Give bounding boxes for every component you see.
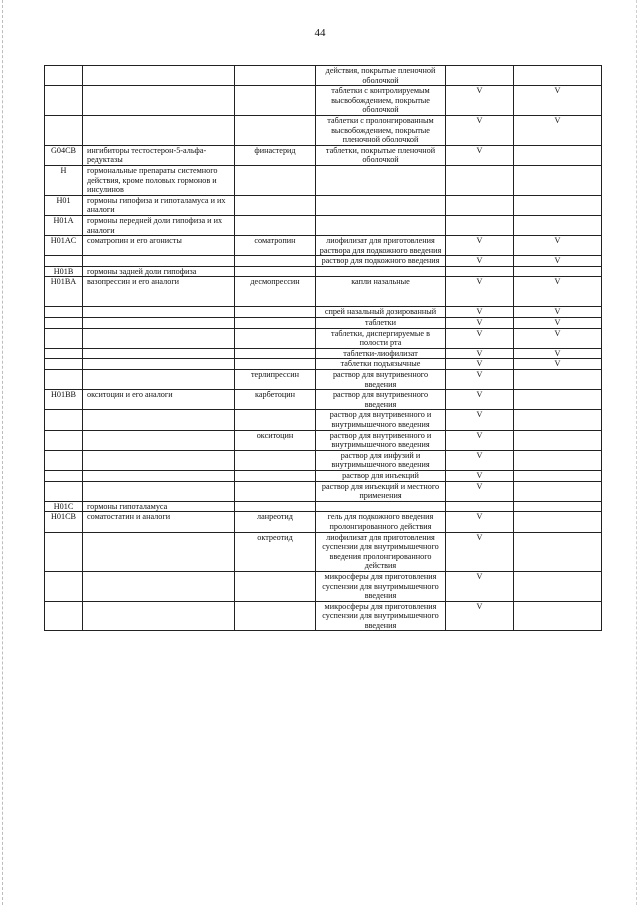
mark-cell-b bbox=[514, 512, 602, 532]
anatomical-group-cell bbox=[83, 481, 235, 501]
drug-name-cell: карбетоцин bbox=[235, 390, 316, 410]
mark-cell-b bbox=[514, 532, 602, 571]
drug-name-cell bbox=[235, 266, 316, 277]
drug-name-cell bbox=[235, 328, 316, 348]
table-row bbox=[45, 115, 602, 145]
table-row bbox=[45, 256, 602, 267]
atc-code-cell: H01AC bbox=[45, 236, 83, 256]
drug-name-cell bbox=[235, 115, 316, 145]
mark-cell-b bbox=[514, 165, 602, 195]
mark-cell-b bbox=[514, 390, 602, 410]
atc-code-cell: H01B bbox=[45, 266, 83, 277]
atc-code-cell bbox=[45, 307, 83, 318]
mark-cell-a: V bbox=[446, 390, 514, 410]
mark-cell-b bbox=[514, 195, 602, 215]
dosage-form-cell: таблетки-лиофилизат bbox=[316, 348, 446, 359]
atc-code-cell bbox=[45, 115, 83, 145]
dosage-form-cell: таблетки с пролонгированным высвобождением, покрытые пленочной оболочкой bbox=[316, 115, 446, 145]
mark-cell-b: V bbox=[514, 348, 602, 359]
dosage-form-cell: лиофилизат для приготовления раствора для подкожного введения bbox=[316, 236, 446, 256]
mark-cell-a: V bbox=[446, 318, 514, 329]
anatomical-group-cell: ингибиторы тестостерон-5-альфа-редуктазы bbox=[83, 145, 235, 165]
mark-cell-b bbox=[514, 66, 602, 86]
drug-name-cell bbox=[235, 470, 316, 481]
dosage-form-cell: раствор для инъекций bbox=[316, 470, 446, 481]
table-row bbox=[45, 307, 602, 318]
anatomical-group-cell bbox=[83, 370, 235, 390]
drug-name-cell: десмопрессин bbox=[235, 277, 316, 307]
table-row bbox=[45, 215, 602, 235]
anatomical-group-cell: соматостатин и аналоги bbox=[83, 512, 235, 532]
mark-cell-b bbox=[514, 450, 602, 470]
atc-code-cell: H01BA bbox=[45, 277, 83, 307]
dosage-form-cell: раствор для инфузий и внутримышечного введения bbox=[316, 450, 446, 470]
mark-cell-b: V bbox=[514, 115, 602, 145]
table-row bbox=[45, 512, 602, 532]
mark-cell-a: V bbox=[446, 601, 514, 631]
drug-name-cell bbox=[235, 481, 316, 501]
drug-name-cell bbox=[235, 601, 316, 631]
atc-code-cell: H01 bbox=[45, 195, 83, 215]
atc-code-cell: H01CB bbox=[45, 512, 83, 532]
drug-name-cell bbox=[235, 571, 316, 601]
anatomical-group-cell: гормоны задней доли гипофиза bbox=[83, 266, 235, 277]
atc-code-cell: H01C bbox=[45, 501, 83, 512]
dosage-form-cell: таблетки, диспергируемые в полости рта bbox=[316, 328, 446, 348]
dosage-form-cell bbox=[316, 266, 446, 277]
table-row bbox=[45, 145, 602, 165]
atc-code-cell bbox=[45, 66, 83, 86]
anatomical-group-cell bbox=[83, 410, 235, 430]
drug-name-cell: октреотид bbox=[235, 532, 316, 571]
mark-cell-a: V bbox=[446, 410, 514, 430]
anatomical-group-cell: гормоны гипоталамуса bbox=[83, 501, 235, 512]
page-number: 44 bbox=[314, 27, 326, 39]
dosage-form-cell: микросферы для приготовления суспензии для внутримышечного введения bbox=[316, 571, 446, 601]
table-row bbox=[45, 532, 602, 571]
dosage-form-cell: микросферы для приготовления суспензии для внутримышечного введения bbox=[316, 601, 446, 631]
dosage-form-cell: раствор для внутривенного и внутримышечного введения bbox=[316, 430, 446, 450]
drug-name-cell: терлипрессин bbox=[235, 370, 316, 390]
mark-cell-b: V bbox=[514, 307, 602, 318]
atc-code-cell bbox=[45, 410, 83, 430]
table-row bbox=[45, 328, 602, 348]
mark-cell-a: V bbox=[446, 532, 514, 571]
mark-cell-b: V bbox=[514, 359, 602, 370]
mark-cell-a: V bbox=[446, 145, 514, 165]
mark-cell-b: V bbox=[514, 236, 602, 256]
drug-name-cell bbox=[235, 359, 316, 370]
scan-edge-right bbox=[636, 0, 638, 905]
table-row bbox=[45, 601, 602, 631]
dosage-form-cell: таблетки, покрытые пленочной оболочкой bbox=[316, 145, 446, 165]
anatomical-group-cell bbox=[83, 470, 235, 481]
mark-cell-a: V bbox=[446, 370, 514, 390]
atc-code-cell bbox=[45, 601, 83, 631]
mark-cell-a: V bbox=[446, 236, 514, 256]
mark-cell-b: V bbox=[514, 328, 602, 348]
mark-cell-a: V bbox=[446, 430, 514, 450]
dosage-form-cell: раствор для инъекций и местного применения bbox=[316, 481, 446, 501]
mark-cell-a: V bbox=[446, 571, 514, 601]
table-row bbox=[45, 86, 602, 116]
mark-cell-a bbox=[446, 266, 514, 277]
table-row bbox=[45, 359, 602, 370]
dosage-form-cell: таблетки подъязычные bbox=[316, 359, 446, 370]
anatomical-group-cell bbox=[83, 450, 235, 470]
mark-cell-b bbox=[514, 215, 602, 235]
mark-cell-a: V bbox=[446, 348, 514, 359]
table-row bbox=[45, 470, 602, 481]
drug-name-cell bbox=[235, 318, 316, 329]
drug-name-cell bbox=[235, 165, 316, 195]
dosage-form-cell: таблетки с контролируемым высвобождением, покрытые оболочкой bbox=[316, 86, 446, 116]
atc-code-cell bbox=[45, 470, 83, 481]
atc-code-cell: H bbox=[45, 165, 83, 195]
atc-code-cell: H01A bbox=[45, 215, 83, 235]
anatomical-group-cell bbox=[83, 601, 235, 631]
mark-cell-b: V bbox=[514, 86, 602, 116]
atc-code-cell bbox=[45, 348, 83, 359]
anatomical-group-cell bbox=[83, 86, 235, 116]
atc-code-cell bbox=[45, 328, 83, 348]
anatomical-group-cell bbox=[83, 66, 235, 86]
table-row bbox=[45, 430, 602, 450]
table-row bbox=[45, 450, 602, 470]
dosage-form-cell: раствор для внутривенного введения bbox=[316, 390, 446, 410]
table-row bbox=[45, 195, 602, 215]
atc-code-cell: G04CB bbox=[45, 145, 83, 165]
mark-cell-b bbox=[514, 571, 602, 601]
dosage-form-cell: лиофилизат для приготовления суспензии для внутримышечного введения пролонгированного действия bbox=[316, 532, 446, 571]
atc-code-cell bbox=[45, 571, 83, 601]
anatomical-group-cell bbox=[83, 359, 235, 370]
anatomical-group-cell: соматропин и его агонисты bbox=[83, 236, 235, 256]
dosage-form-cell bbox=[316, 215, 446, 235]
drug-name-cell bbox=[235, 410, 316, 430]
mark-cell-b bbox=[514, 370, 602, 390]
mark-cell-a bbox=[446, 66, 514, 86]
mark-cell-b bbox=[514, 410, 602, 430]
table-row bbox=[45, 571, 602, 601]
table-row bbox=[45, 501, 602, 512]
dosage-form-cell: спрей назальный дозированный bbox=[316, 307, 446, 318]
mark-cell-a: V bbox=[446, 481, 514, 501]
anatomical-group-cell bbox=[83, 328, 235, 348]
dosage-form-cell: таблетки bbox=[316, 318, 446, 329]
mark-cell-a: V bbox=[446, 359, 514, 370]
table-row bbox=[45, 266, 602, 277]
dosage-form-cell: капли назальные bbox=[316, 277, 446, 307]
mark-cell-a: V bbox=[446, 277, 514, 307]
drug-name-cell: соматропин bbox=[235, 236, 316, 256]
anatomical-group-cell bbox=[83, 256, 235, 267]
table-row bbox=[45, 481, 602, 501]
mark-cell-b: V bbox=[514, 277, 602, 307]
mark-cell-b bbox=[514, 501, 602, 512]
mark-cell-a: V bbox=[446, 328, 514, 348]
atc-code-cell bbox=[45, 359, 83, 370]
mark-cell-a: V bbox=[446, 512, 514, 532]
atc-code-cell bbox=[45, 430, 83, 450]
drug-name-cell bbox=[235, 307, 316, 318]
mark-cell-a: V bbox=[446, 256, 514, 267]
drug-name-cell bbox=[235, 195, 316, 215]
anatomical-group-cell bbox=[83, 571, 235, 601]
mark-cell-b: V bbox=[514, 256, 602, 267]
atc-code-cell bbox=[45, 532, 83, 571]
drug-name-cell bbox=[235, 501, 316, 512]
table-row bbox=[45, 66, 602, 86]
table-row bbox=[45, 236, 602, 256]
anatomical-group-cell: вазопрессин и его аналоги bbox=[83, 277, 235, 307]
atc-code-cell bbox=[45, 256, 83, 267]
mark-cell-b bbox=[514, 470, 602, 481]
table-row bbox=[45, 277, 602, 307]
drug-name-cell bbox=[235, 256, 316, 267]
mark-cell-a: V bbox=[446, 307, 514, 318]
mark-cell-a: V bbox=[446, 115, 514, 145]
drug-name-cell bbox=[235, 450, 316, 470]
mark-cell-a bbox=[446, 215, 514, 235]
anatomical-group-cell: гормональные препараты системного действия, кроме половых гормонов и инсулинов bbox=[83, 165, 235, 195]
drug-name-cell bbox=[235, 66, 316, 86]
drug-name-cell: окситоцин bbox=[235, 430, 316, 450]
dosage-form-cell: действия, покрытые пленочной оболочкой bbox=[316, 66, 446, 86]
atc-code-cell bbox=[45, 481, 83, 501]
table-row bbox=[45, 165, 602, 195]
mark-cell-a: V bbox=[446, 450, 514, 470]
dosage-form-cell bbox=[316, 165, 446, 195]
scan-edge-left bbox=[2, 0, 4, 905]
drug-name-cell bbox=[235, 215, 316, 235]
atc-code-cell bbox=[45, 450, 83, 470]
mark-cell-b bbox=[514, 430, 602, 450]
dosage-form-cell: раствор для подкожного введения bbox=[316, 256, 446, 267]
table-row bbox=[45, 390, 602, 410]
atc-code-cell bbox=[45, 318, 83, 329]
anatomical-group-cell: гормоны гипофиза и гипоталамуса и их аналоги bbox=[83, 195, 235, 215]
drug-name-cell: ланреотид bbox=[235, 512, 316, 532]
drug-name-cell: финастерид bbox=[235, 145, 316, 165]
anatomical-group-cell: окситоцин и его аналоги bbox=[83, 390, 235, 410]
table-row bbox=[45, 410, 602, 430]
dosage-form-cell bbox=[316, 195, 446, 215]
mark-cell-b bbox=[514, 601, 602, 631]
mark-cell-a bbox=[446, 195, 514, 215]
mark-cell-a: V bbox=[446, 470, 514, 481]
mark-cell-b bbox=[514, 481, 602, 501]
atc-code-cell bbox=[45, 86, 83, 116]
mark-cell-b bbox=[514, 145, 602, 165]
dosage-form-cell: раствор для внутривенного введения bbox=[316, 370, 446, 390]
atc-code-cell bbox=[45, 370, 83, 390]
anatomical-group-cell bbox=[83, 115, 235, 145]
mark-cell-a: V bbox=[446, 86, 514, 116]
drug-name-cell bbox=[235, 86, 316, 116]
dosage-form-cell bbox=[316, 501, 446, 512]
anatomical-group-cell bbox=[83, 430, 235, 450]
anatomical-group-cell bbox=[83, 307, 235, 318]
table-row bbox=[45, 348, 602, 359]
drug-name-cell bbox=[235, 348, 316, 359]
anatomical-group-cell: гормоны передней доли гипофиза и их аналоги bbox=[83, 215, 235, 235]
mark-cell-a bbox=[446, 501, 514, 512]
table-row bbox=[45, 318, 602, 329]
mark-cell-b bbox=[514, 266, 602, 277]
table-row bbox=[45, 370, 602, 390]
mark-cell-b: V bbox=[514, 318, 602, 329]
mark-cell-a bbox=[446, 165, 514, 195]
dosage-form-cell: раствор для внутривенного и внутримышечного введения bbox=[316, 410, 446, 430]
anatomical-group-cell bbox=[83, 348, 235, 359]
dosage-form-cell: гель для подкожного введения пролонгированного действия bbox=[316, 512, 446, 532]
anatomical-group-cell bbox=[83, 532, 235, 571]
atc-code-cell: H01BB bbox=[45, 390, 83, 410]
drug-list-table bbox=[44, 65, 602, 631]
anatomical-group-cell bbox=[83, 318, 235, 329]
